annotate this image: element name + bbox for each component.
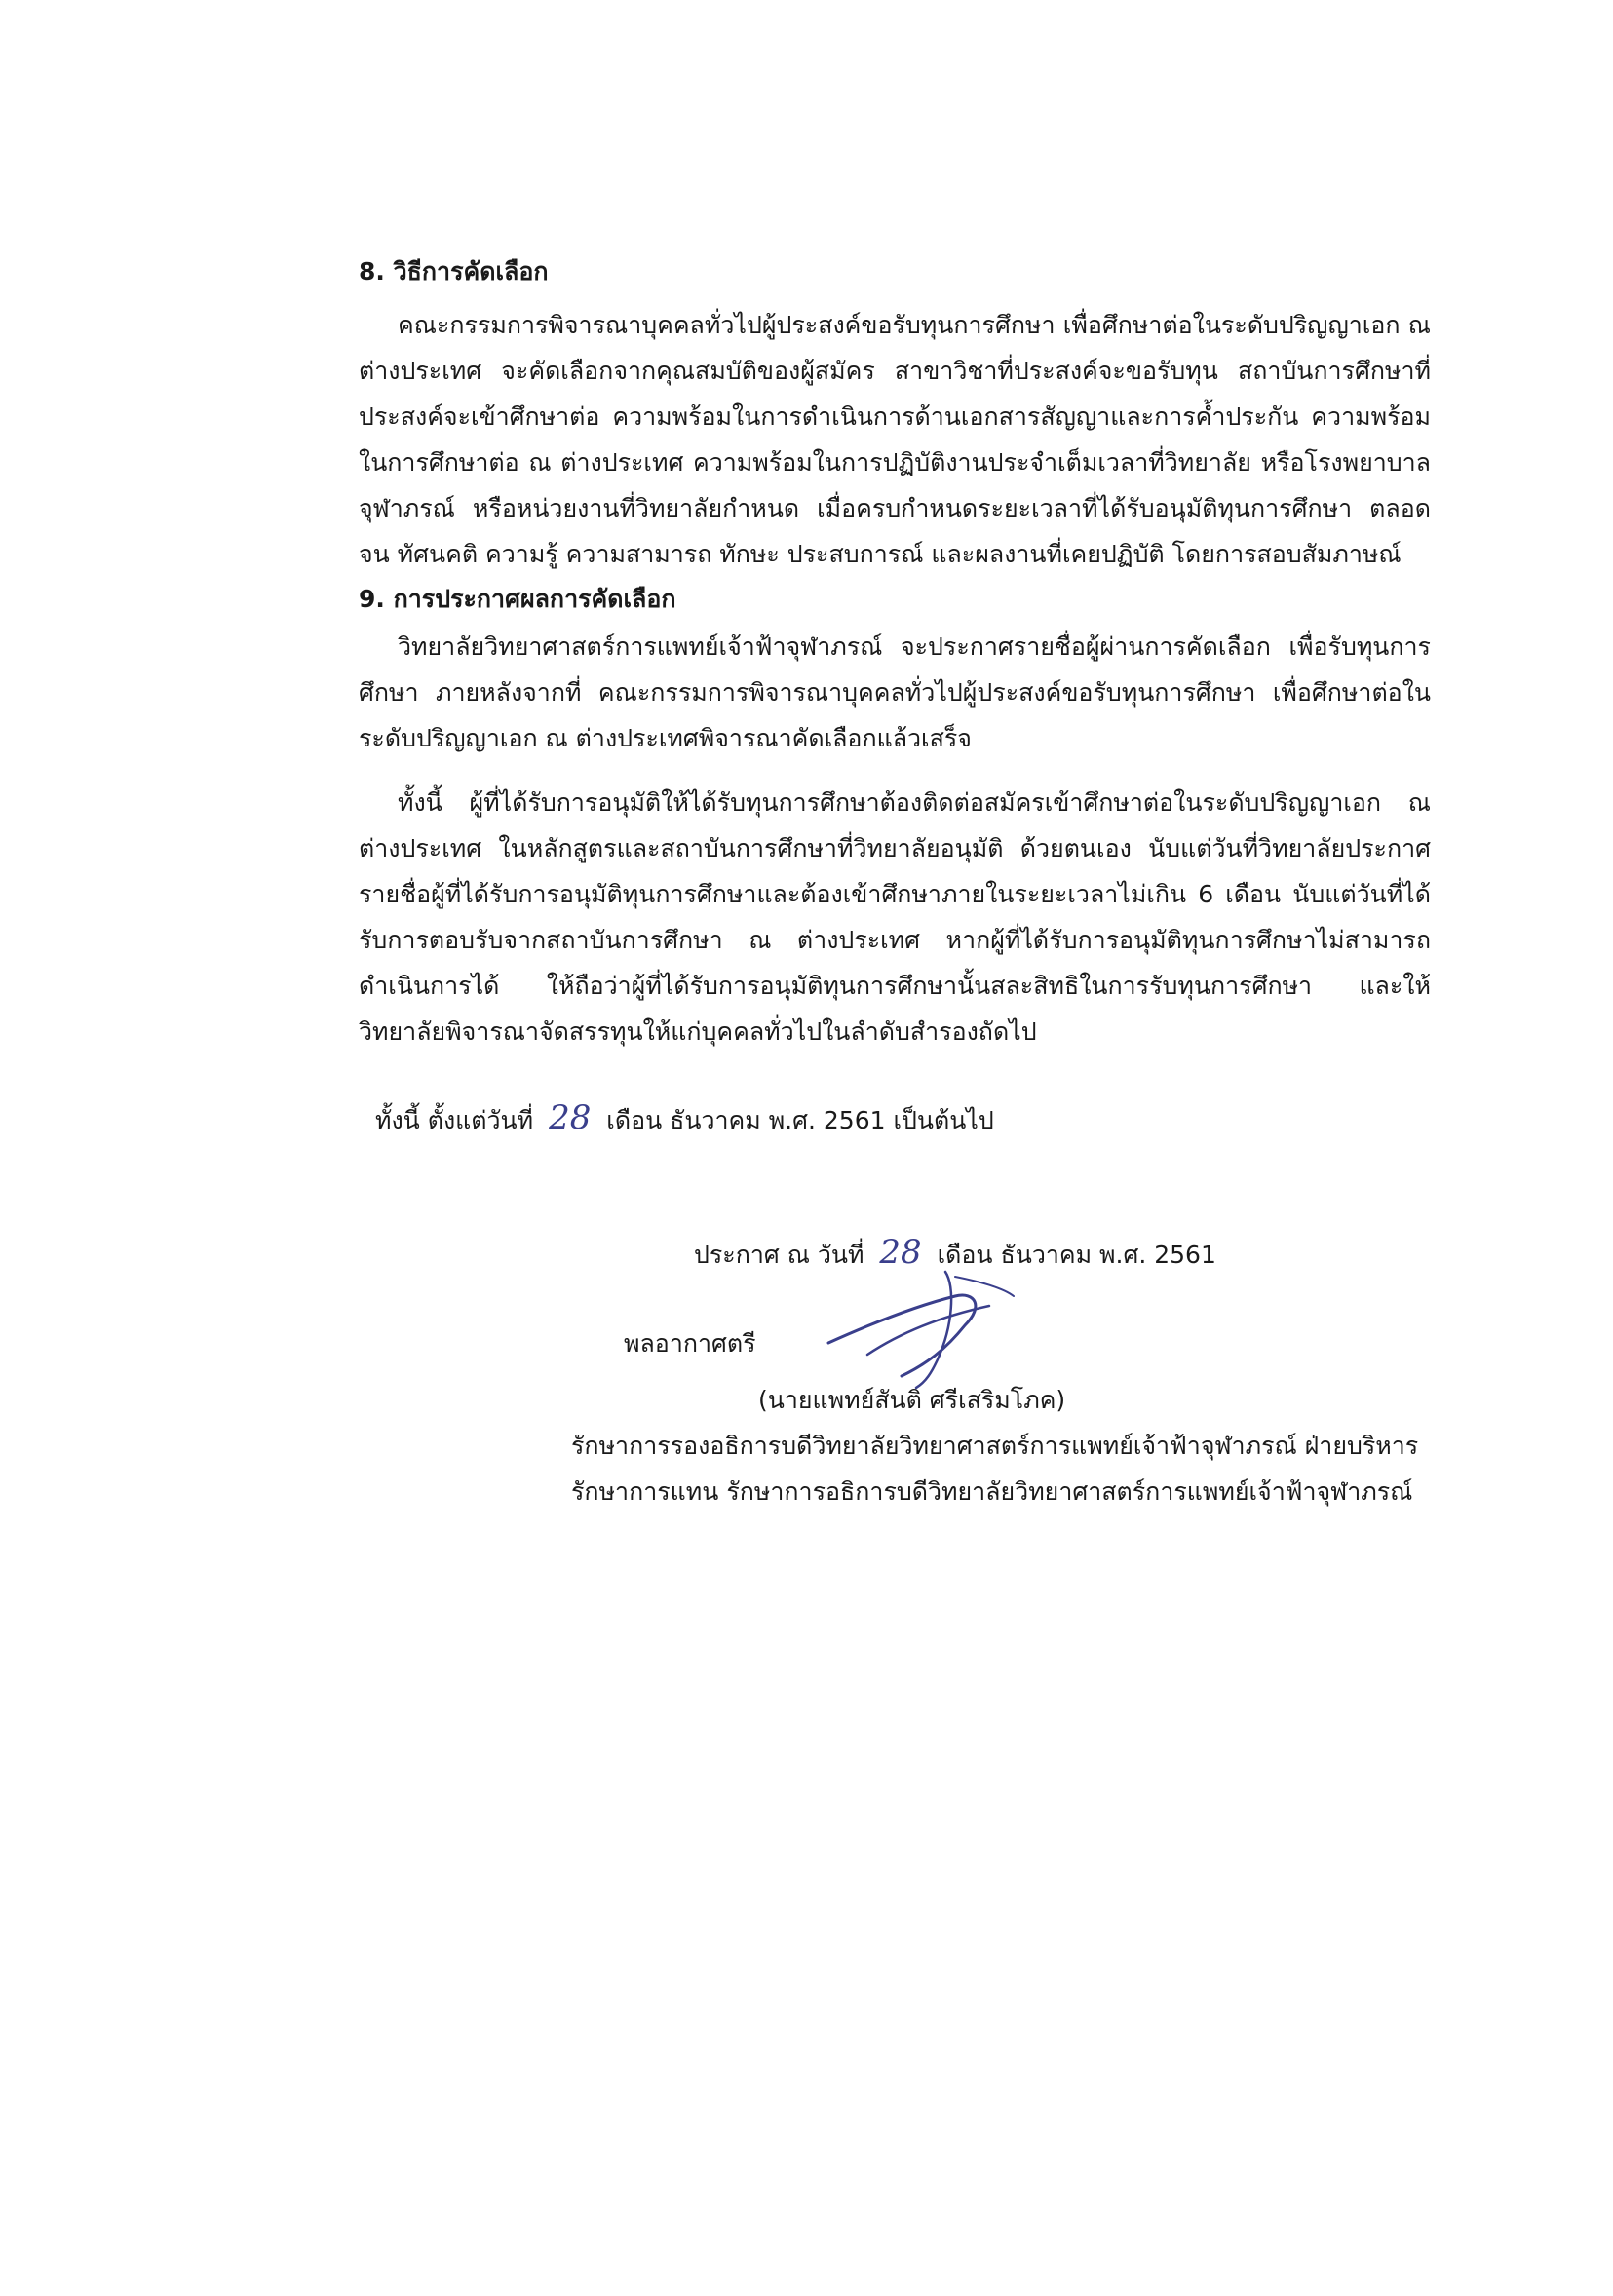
announcement-date-day: 28 (879, 1233, 922, 1272)
section-8-body: คณะกรรมการพิจารณาบุคคลทั่วไปผู้ประสงค์ขอรับทุนการศึกษา เพื่อศึกษาต่อในระดับปริญญาเอก ณ ต่างประเทศ จะคัดเลือกจากคุณสมบัติของผู้สมัคร สาขาวิชาที่ประสงค์จะขอรับทุน สถาบันการศึกษาที่ประสงค์จะเข้าศึกษาต่อ ความพร้อมในการดำเนินการด้านเอกสารสัญญาและการค้ำประกัน ความพร้อมในการศึกษาต่อ ณ ต่างประเทศ ความพร้อมในการปฏิบัติงานประจำเต็มเวลาที่วิทยาลัย หรือโรงพยาบาลจุฬาภรณ์ หรือหน่วยงานที่วิทยาลัยกำหนด เมื่อครบกำหนดระยะเวลาที่ได้รับอนุมัติทุนการศึกษา ตลอดจน ทัศนคติ ความรู้ ความสามารถ ทักษะ ประสบการณ์ และผลงานที่เคยปฏิบัติ โดยการสอบสัมภาษณ์ (359, 311, 1431, 568)
signatory-position-2: รักษาการแทน รักษาการอธิการบดีวิทยาลัยวิทยาศาสตร์การแพทย์เจ้าฟ้าจุฬาภรณ์ (571, 1477, 1413, 1506)
signatory-rank: พลอากาศตรี (624, 1329, 756, 1358)
effective-date-suffix: เดือน ธันวาคม พ.ศ. 2561 เป็นต้นไป (606, 1106, 994, 1134)
section-9-paragraph-2: ทั้งนี้ ผู้ที่ได้รับการอนุมัติให้ได้รับทุนการศึกษาต้องติดต่อสมัครเข้าศึกษาต่อในระดับปริญญาเอก ณ ต่างประเทศ ในหลักสูตรและสถาบันการศึกษาที่วิทยาลัยอนุมัติ ด้วยตนเอง นับแต่วันที่วิทยาลัยประกาศรายชื่อผู้ที่ได้รับการอนุมัติทุนการศึกษาและต้องเข้าศึกษาภายในระยะเวลาไม่เกิน 6 เดือน นับแต่วันที่ได้รับการตอบรับจากสถาบันการศึกษา ณ ต่างประเทศ หากผู้ที่ได้รับการอนุมัติทุนการศึกษาไม่สามารถดำเนินการได้ ให้ถือว่าผู้ที่ได้รับการอนุมัติทุนการศึกษานั้นสละสิทธิในการรับทุนการศึกษา และให้วิทยาลัยพิจารณาจัดสรรทุนให้แก่บุคคลทั่วไปในลำดับสำรองถัดไป (359, 788, 1431, 1046)
effective-date-day: 28 (549, 1098, 592, 1137)
signatory-name: (นายแพทย์สันติ ศรีเสริมโภค) (758, 1386, 1066, 1414)
section-9-paragraph-1: วิทยาลัยวิทยาศาสตร์การแพทย์เจ้าฟ้าจุฬาภรณ์ จะประกาศรายชื่อผู้ผ่านการคัดเลือก เพื่อรับทุนการศึกษา ภายหลังจากที่ คณะกรรมการพิจารณาบุคคลทั่วไปผู้ประสงค์ขอรับทุนการศึกษา เพื่อศึกษาต่อในระดับปริญญาเอก ณ ต่างประเทศพิจารณาคัดเลือกแล้วเสร็จ (359, 632, 1431, 752)
effective-date-prefix: ทั้งนี้ ตั้งแต่วันที่ (375, 1106, 534, 1134)
effective-date-line (375, 1098, 994, 1137)
section-8-heading: 8. วิธีการคัดเลือก (359, 257, 549, 286)
section-9-heading: 9. การประกาศผลการคัดเลือก (359, 585, 676, 613)
announcement-date-prefix: ประกาศ ณ วันที่ (694, 1241, 864, 1269)
handwritten-signature (809, 1267, 1023, 1394)
announcement-date-suffix: เดือน ธันวาคม พ.ศ. 2561 (937, 1241, 1216, 1269)
signatory-position-1: รักษาการรองอธิการบดีวิทยาลัยวิทยาศาสตร์การแพทย์เจ้าฟ้าจุฬาภรณ์ ฝ่ายบริหาร (571, 1432, 1419, 1460)
